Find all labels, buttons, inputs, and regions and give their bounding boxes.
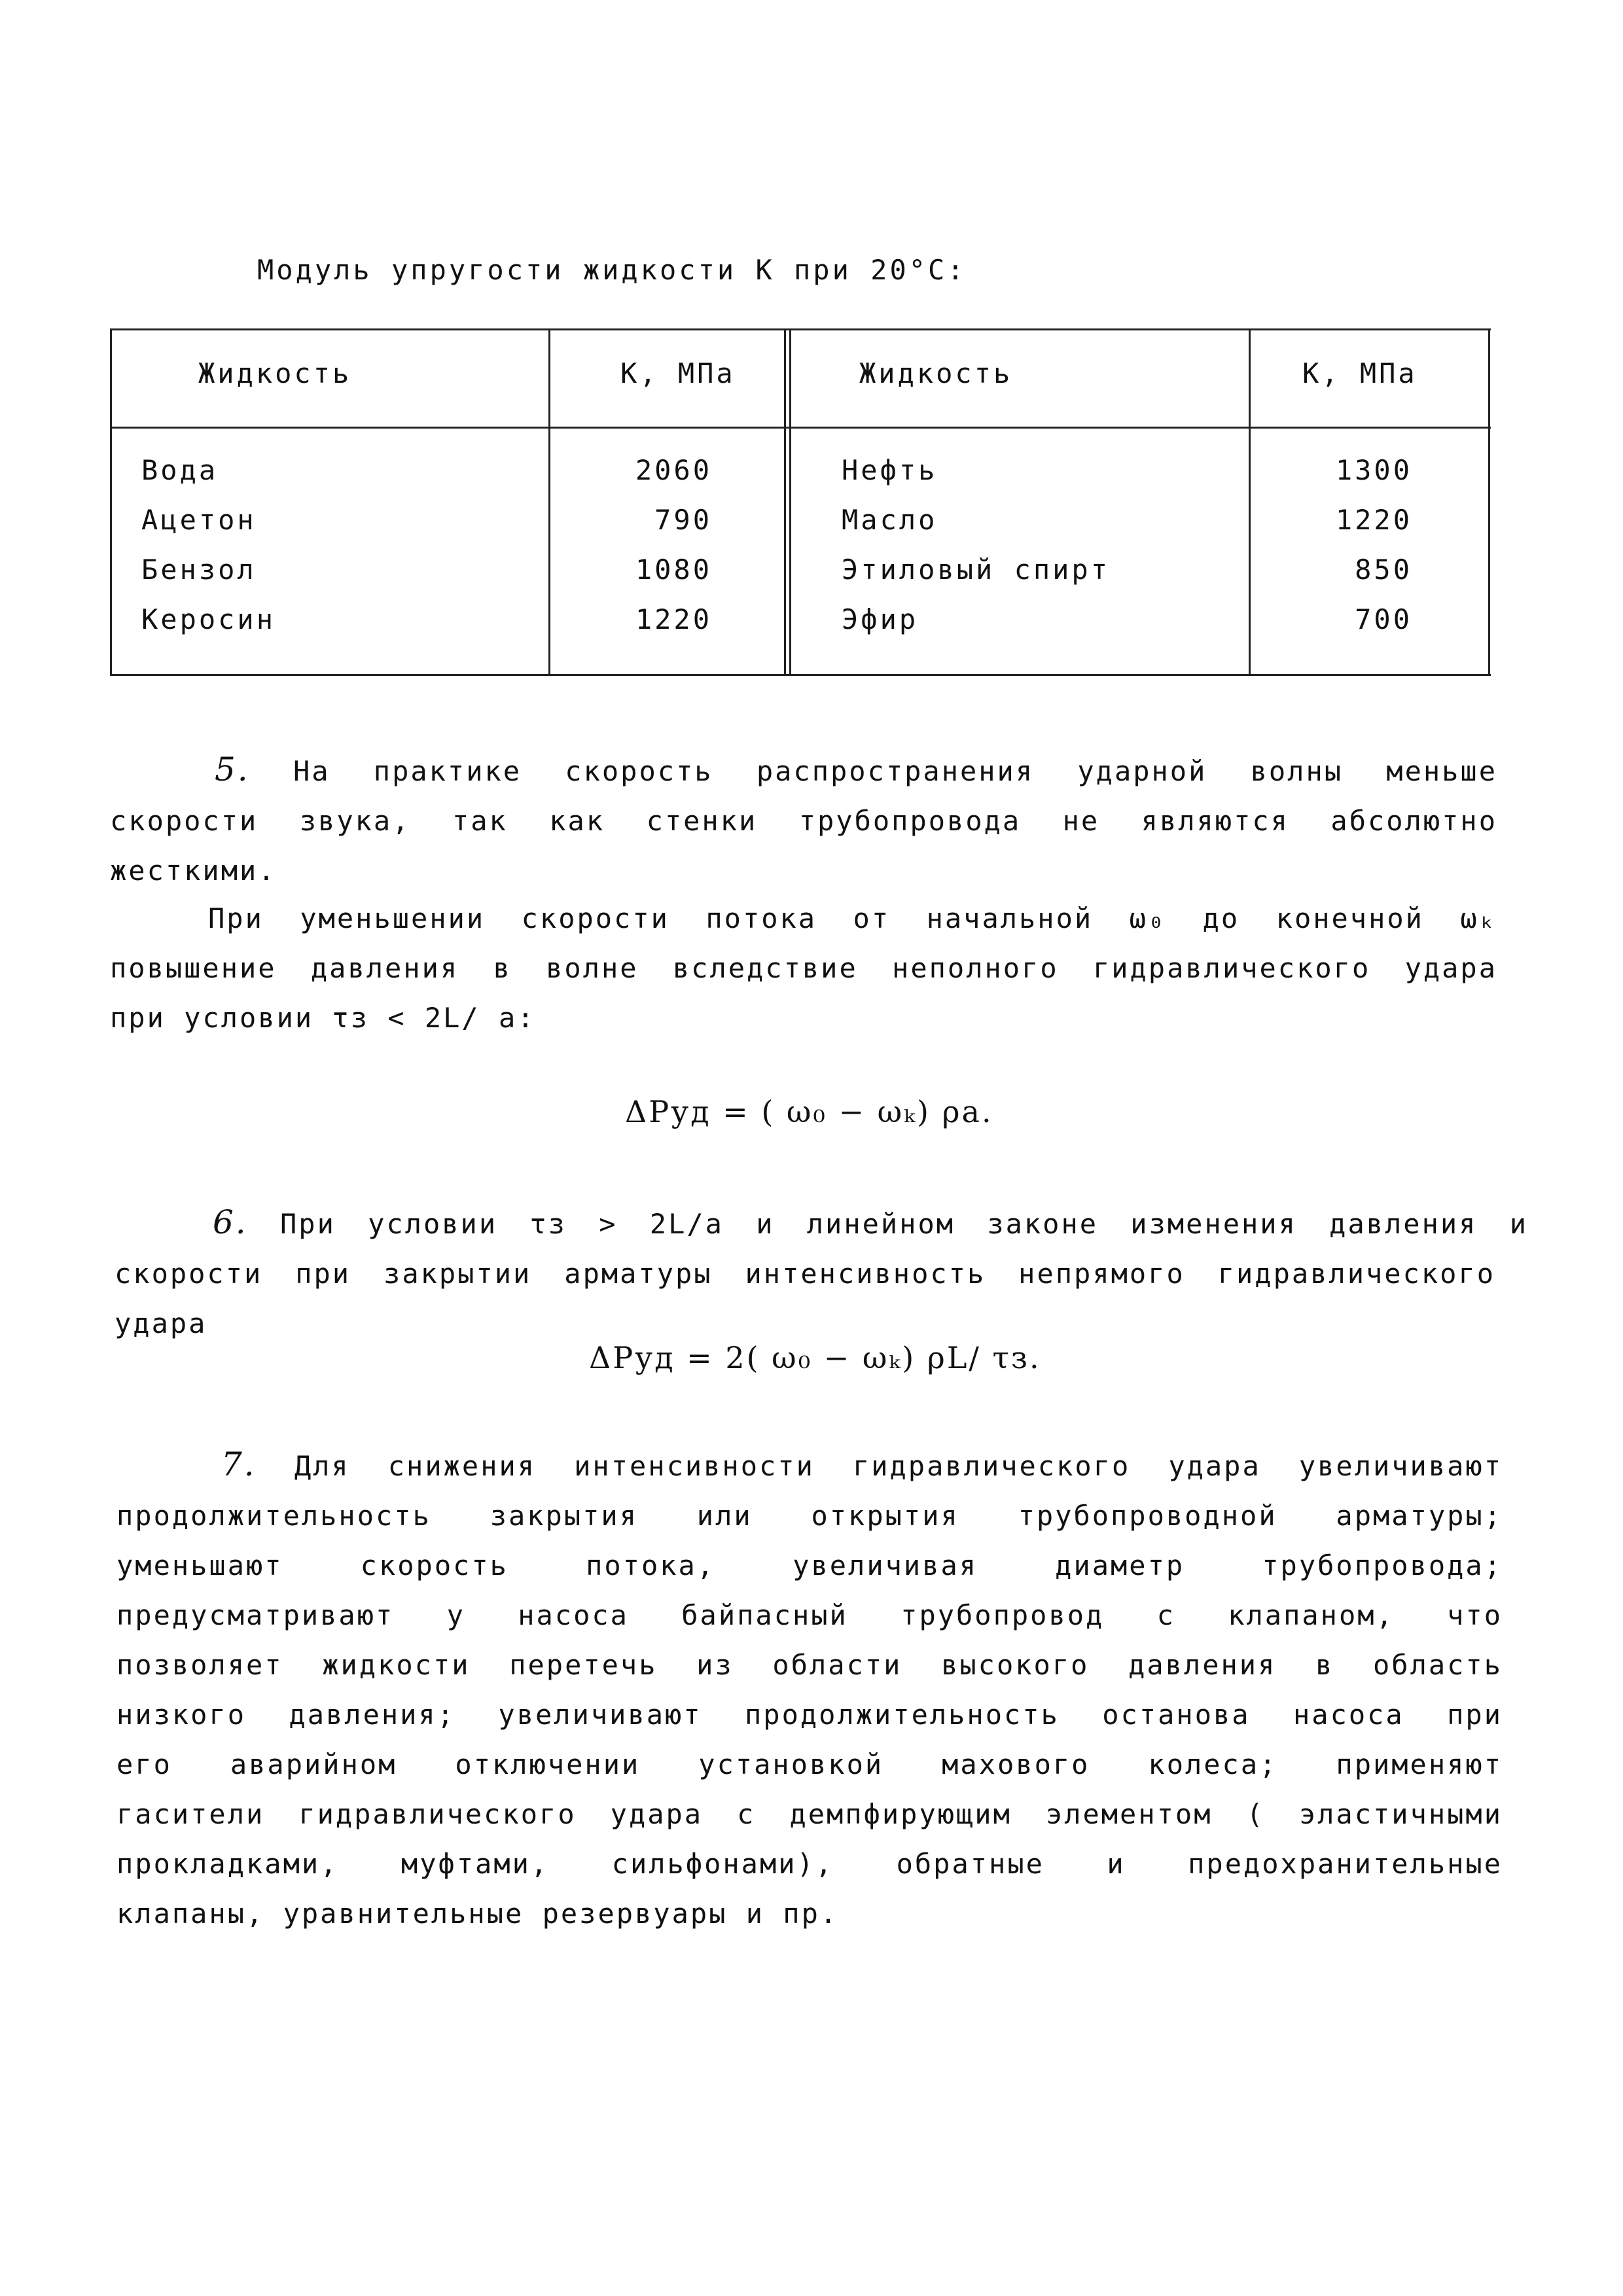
paragraph-6 xyxy=(115,1197,1528,1349)
paragraph-line: продолжительность закрытия или открытия трубопроводной арматуры; xyxy=(116,1500,1503,1532)
paragraph-line: гасители гидравлического удара с демпфирующим элементом ( эластичными xyxy=(116,1798,1503,1830)
table-col-divider xyxy=(548,328,550,675)
table-cell-value: 1080 xyxy=(635,554,712,586)
paragraph-line: 5. На практике скорость распространения ударной волны меньше xyxy=(215,751,1497,788)
formula-incomplete-hammer: ΔPуд = ( ω₀ − ωₖ) ρa. xyxy=(625,1094,993,1129)
paragraph-line: прокладками, муфтами, сильфонами), обратные и предохранительные xyxy=(116,1848,1503,1880)
section-number: 7. xyxy=(221,1445,257,1483)
table-bottom-border xyxy=(110,674,1491,676)
table-cell-value: 850 xyxy=(1355,554,1412,586)
paragraph-line: его аварийном отключении установкой махового колеса; применяют xyxy=(116,1748,1503,1780)
table-cell-liquid: Этиловый спирт xyxy=(842,554,1111,586)
table-cell-liquid: Масло xyxy=(842,504,938,536)
paragraph-line: скорости при закрытии арматуры интенсивность непрямого гидравлического xyxy=(115,1258,1495,1290)
table-double-divider xyxy=(784,328,791,675)
table-right-border xyxy=(1488,328,1490,675)
header-k: К, МПа xyxy=(1302,357,1418,389)
table-top-border xyxy=(110,328,1491,330)
table-cell-liquid: Бензол xyxy=(141,554,257,586)
paragraph-line: низкого давления; увеличивают продолжительность останова насоса при xyxy=(116,1699,1503,1731)
paragraph-line: при условии τз < 2L/ a: xyxy=(110,1002,536,1034)
elasticity-table xyxy=(110,328,1491,675)
table-caption: Модуль упругости жидкости К при 20°С: xyxy=(257,254,967,286)
section-number: 5. xyxy=(215,751,250,788)
paragraph-line: позволяет жидкости перетечь из области высокого давления в область xyxy=(116,1649,1503,1681)
paragraph-line: 7. Для снижения интенсивности гидравлического удара увеличивают xyxy=(221,1445,1503,1483)
table-header-divider xyxy=(110,427,1491,429)
paragraph-line: При уменьшении скорости потока от начальной ω₀ до конечной ωₖ xyxy=(208,902,1497,934)
table-cell-value: 1220 xyxy=(1335,504,1412,536)
section-number: 6. xyxy=(213,1203,248,1241)
paragraph-line: скорости звука, так как стенки трубопровода не являются абсолютно xyxy=(110,805,1497,837)
formula-indirect-hammer: ΔPуд = 2( ω₀ − ωₖ) ρL/ τз. xyxy=(589,1340,1041,1375)
paragraph-line: повышение давления в волне вследствие неполного гидравлического удара xyxy=(110,952,1497,984)
paragraph-line: жесткими. xyxy=(110,855,277,887)
table-col-divider xyxy=(1249,328,1251,675)
table-cell-value: 2060 xyxy=(635,454,712,486)
paragraph-line: предусматривают у насоса байпасный трубопровод с клапаном, что xyxy=(116,1599,1503,1631)
paragraph-7 xyxy=(116,1439,1503,1939)
table-cell-liquid: Керосин xyxy=(141,603,276,635)
table-cell-value: 790 xyxy=(654,504,712,536)
paragraph-5b xyxy=(110,894,1497,1043)
paragraph-line: уменьшают скорость потока, увеличивая диаметр трубопровода; xyxy=(116,1549,1503,1581)
table-cell-value: 700 xyxy=(1355,603,1412,635)
paragraph-line: клапаны, уравнительные резервуары и пр. xyxy=(116,1898,839,1930)
table-cell-liquid: Нефть xyxy=(842,454,938,486)
header-liquid: Жидкость xyxy=(859,357,1013,389)
table-cell-liquid: Эфир xyxy=(842,603,919,635)
paragraph-line: удара xyxy=(115,1307,207,1339)
table-cell-value: 1300 xyxy=(1335,454,1412,486)
table-cell-value: 1220 xyxy=(635,603,712,635)
paragraph-5 xyxy=(110,745,1497,896)
header-liquid: Жидкость xyxy=(198,357,352,389)
table-cell-liquid: Вода xyxy=(141,454,219,486)
header-k: К, МПа xyxy=(620,357,736,389)
table-cell-liquid: Ацетон xyxy=(141,504,257,536)
table-left-border xyxy=(110,328,112,675)
paragraph-line: 6. При условии τз > 2L/a и линейном законе изменения давления и xyxy=(213,1203,1528,1241)
